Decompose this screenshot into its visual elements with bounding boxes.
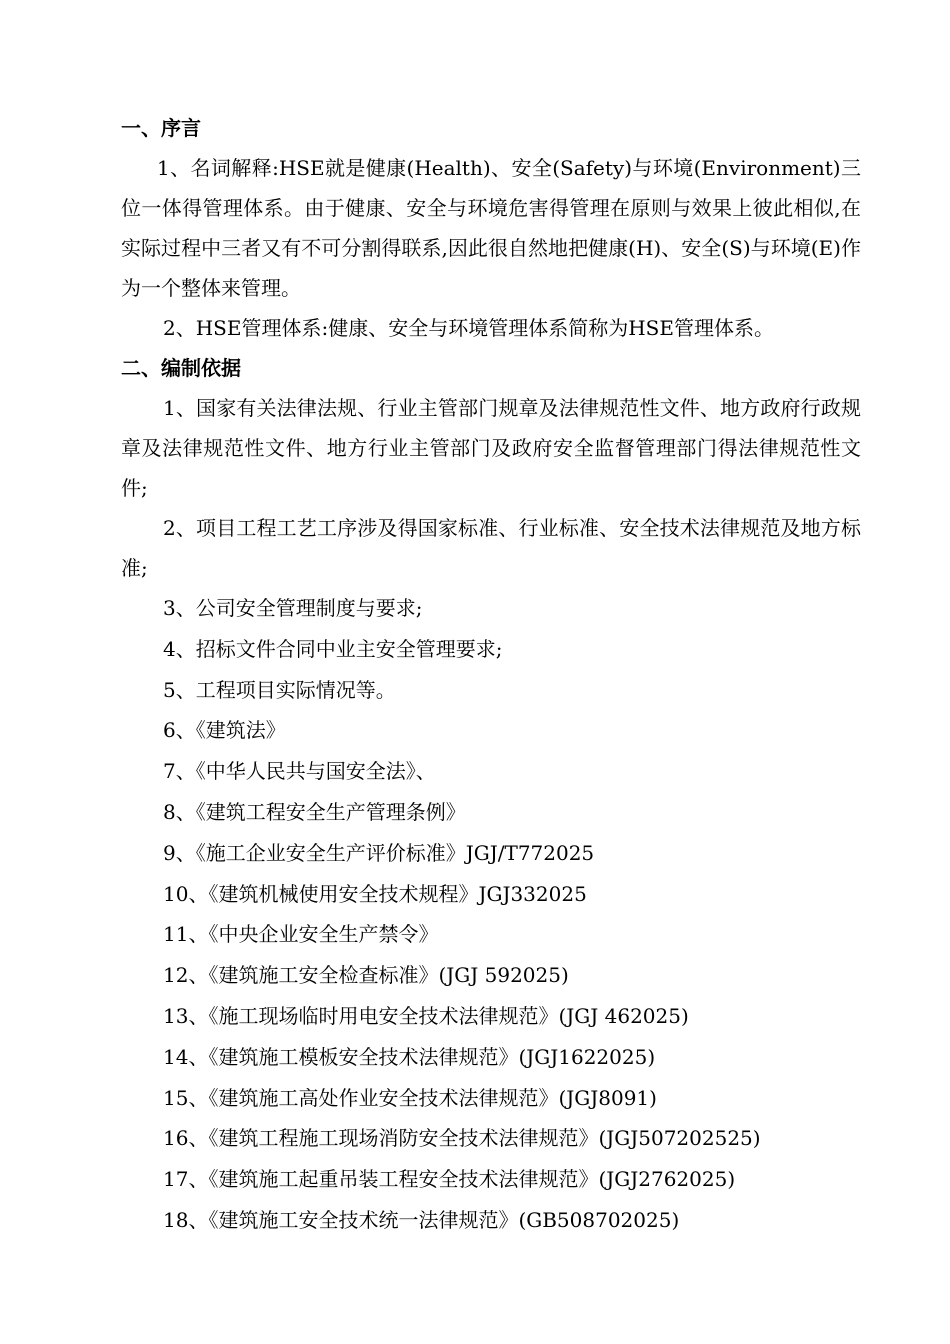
paragraph-definition: 1、名词解释:HSE就是健康(Health)、安全(Safety)与环境(Environment)三位一体得管理体系。由于健康、安全与环境危害得管理在原则与效果上彼此相似,在实际过程中三者又有不可分割得联系,因此很自然地把健康(H)、安全(S)与环境(E)作为一个整体来管理。	[121, 156, 861, 300]
list-item: 9、《施工企业安全生产评价标准》JGJ/T772025	[163, 840, 595, 865]
list-item: 6、《建筑法》	[163, 718, 286, 743]
list-item: 18、《建筑施工安全技术统一法律规范》(GB508702025)	[163, 1207, 680, 1232]
section-heading-basis: 二、编制依据	[121, 356, 241, 380]
list-item: 7、《中华人民共与国安全法》、	[163, 759, 436, 784]
section-heading-preface: 一、序言	[121, 116, 201, 140]
list-item: 5、工程项目实际情况等。	[163, 677, 396, 702]
paragraph-basis-2: 2、项目工程工艺工序涉及得国家标准、行业标准、安全技术法律规范及地方标准;	[121, 516, 861, 580]
paragraph-basis-1: 1、国家有关法律法规、行业主管部门规章及法律规范性文件、地方政府行政规章及法律规范性文件、地方行业主管部门及政府安全监督管理部门得法律规范性文件;	[121, 396, 861, 500]
list-item: 16、《建筑工程施工现场消防安全技术法律规范》(JGJ507202525)	[163, 1126, 761, 1151]
list-item: 4、招标文件合同中业主安全管理要求;	[163, 636, 503, 661]
list-item: 17、《建筑施工起重吊装工程安全技术法律规范》(JGJ2762025)	[163, 1167, 736, 1192]
list-item: 15、《建筑施工高处作业安全技术法律规范》(JGJ8091)	[163, 1085, 657, 1110]
list-item: 8、《建筑工程安全生产管理条例》	[163, 799, 466, 824]
list-item: 10、《建筑机械使用安全技术规程》JGJ332025	[163, 881, 587, 906]
paragraph-hse-system: 2、HSE管理体系:健康、安全与环境管理体系简称为HSE管理体系。	[163, 316, 774, 340]
document-body	[121, 108, 861, 1241]
list-item: 3、公司安全管理制度与要求;	[163, 596, 423, 620]
list-item: 11、《中央企业安全生产禁令》	[163, 922, 439, 947]
list-item: 12、《建筑施工安全检查标准》(JGJ 592025)	[163, 963, 569, 988]
list-item: 13、《施工现场临时用电安全技术法律规范》(JGJ 462025)	[163, 1003, 689, 1028]
list-item: 14、《建筑施工模板安全技术法律规范》(JGJ1622025)	[163, 1044, 656, 1069]
